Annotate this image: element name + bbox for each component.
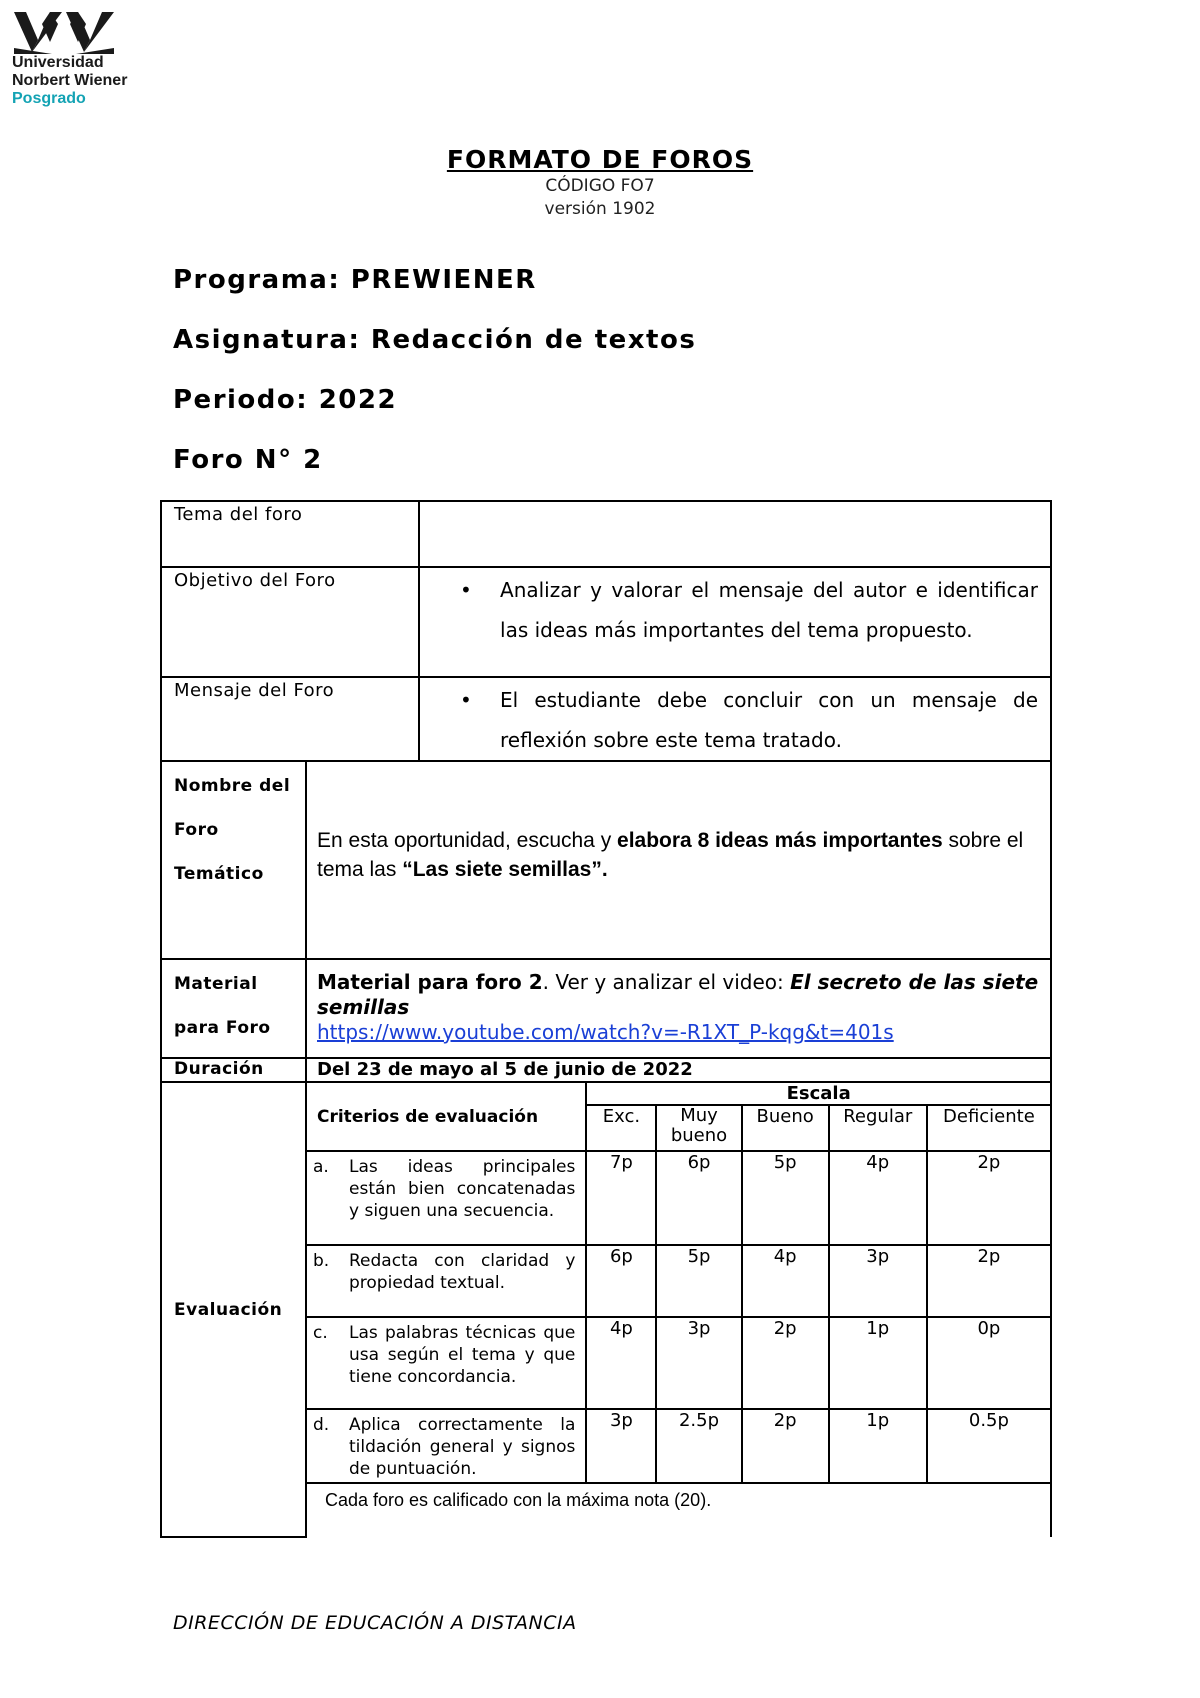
duracion-row	[161, 1058, 1051, 1082]
criterion-key: c.	[313, 1323, 328, 1343]
note-row	[307, 1483, 1050, 1537]
criterion-text-cell	[307, 1317, 586, 1409]
score-cell: 1p	[829, 1317, 927, 1409]
score-cell: 4p	[586, 1317, 656, 1409]
duracion-label: Duración	[161, 1058, 306, 1082]
mensaje-cell	[419, 677, 1051, 761]
scale-regular: Regular	[829, 1105, 927, 1151]
objetivo-text: Analizar y valorar el mensaje del autor e identificar las ideas más importantes del tema propuesto.	[500, 578, 1039, 642]
score-cell: 2p	[742, 1317, 829, 1409]
foro-number-line: Foro N° 2	[173, 445, 323, 475]
logo-name: Norbert Wiener	[12, 72, 128, 89]
criterion-text: Redacta con claridad y propiedad textual.	[349, 1251, 576, 1293]
bullet-icon: •	[460, 578, 472, 602]
material-cell	[306, 959, 1051, 1058]
rubric-table	[307, 1083, 1050, 1537]
objetivo-cell	[419, 567, 1051, 677]
escala-header: Escala	[586, 1083, 1050, 1105]
tematico-text-4: “Las siete semillas”.	[402, 858, 608, 881]
tema-value	[419, 501, 1051, 567]
tematico-text-2: elabora 8 ideas más importantes	[617, 829, 943, 852]
score-cell: 6p	[656, 1151, 741, 1245]
mensaje-text: El estudiante debe concluir con un mensaje de reflexión sobre este tema tratado.	[500, 688, 1039, 752]
score-cell: 2p	[927, 1245, 1050, 1317]
material-bold-text: Material para foro 2	[317, 970, 543, 994]
criterion-text: Las palabras técnicas que usa según el tema y que tiene concordancia.	[349, 1323, 576, 1387]
tematico-row	[161, 761, 1051, 959]
material-plain-text: . Ver y analizar el video:	[542, 970, 791, 994]
material-label-line2: para Foro	[174, 1018, 271, 1038]
forum-table	[160, 500, 1052, 1538]
criterios-header: Criterios de evaluación	[307, 1083, 586, 1151]
score-cell: 0.5p	[927, 1409, 1050, 1483]
score-cell: 5p	[742, 1151, 829, 1245]
score-cell: 0p	[927, 1317, 1050, 1409]
score-cell: 4p	[829, 1151, 927, 1245]
asignatura-line: Asignatura: Redacción de textos	[173, 325, 697, 355]
criterion-text-cell	[307, 1409, 586, 1483]
score-cell: 3p	[656, 1317, 741, 1409]
nombre-label-line3: Temático	[174, 864, 264, 884]
objetivo-label: Objetivo del Foro	[161, 567, 419, 677]
duracion-value: Del 23 de mayo al 5 de junio de 2022	[306, 1058, 1051, 1082]
evaluacion-row	[161, 1082, 1051, 1537]
tematico-text-1: En esta oportunidad, escucha y	[317, 829, 618, 852]
material-row	[161, 959, 1051, 1058]
criterion-text: Las ideas principales están bien concatenadas y siguen una secuencia.	[349, 1157, 576, 1221]
scale-deficiente: Deficiente	[927, 1105, 1050, 1151]
score-cell: 3p	[829, 1245, 927, 1317]
scale-exc: Exc.	[586, 1105, 656, 1151]
objetivo-row	[161, 567, 1051, 677]
criterion-row-c	[307, 1317, 1050, 1409]
university-logo	[12, 10, 152, 108]
nombre-foro-label	[161, 761, 306, 959]
mensaje-label: Mensaje del Foro	[161, 677, 419, 761]
score-cell: 2p	[742, 1409, 829, 1483]
logo-university: Universidad	[12, 54, 104, 71]
bullet-icon: •	[460, 688, 472, 712]
mensaje-row	[161, 677, 1051, 761]
criterion-key: d.	[313, 1415, 330, 1435]
score-cell: 1p	[829, 1409, 927, 1483]
nombre-label-line2: Foro	[174, 820, 219, 840]
criterion-text-cell	[307, 1151, 586, 1245]
score-cell: 7p	[586, 1151, 656, 1245]
criterion-key: b.	[313, 1251, 330, 1271]
material-label-line1: Material	[174, 974, 258, 994]
scale-bueno: Bueno	[742, 1105, 829, 1151]
score-cell: 2.5p	[656, 1409, 741, 1483]
evaluacion-cell	[306, 1082, 1051, 1537]
document-title: FORMATO DE FOROS	[446, 145, 754, 174]
grading-note: Cada foro es calificado con la máxima nota (20).	[307, 1483, 1050, 1537]
criterion-key: a.	[313, 1157, 329, 1177]
periodo-line: Periodo: 2022	[173, 385, 398, 415]
material-video-title: El secreto de las siete semillas	[317, 970, 1039, 1019]
document-code: CÓDIGO FO7	[545, 176, 655, 196]
criterion-row-d	[307, 1409, 1050, 1483]
criterion-text-cell	[307, 1245, 586, 1317]
document-version: versión 1902	[544, 199, 656, 219]
tema-label: Tema del foro	[161, 501, 419, 567]
criterion-row-b	[307, 1245, 1050, 1317]
logo-posgrado: Posgrado	[12, 90, 86, 107]
score-cell: 2p	[927, 1151, 1050, 1245]
tema-row	[161, 501, 1051, 567]
score-cell: 5p	[656, 1245, 741, 1317]
programa-line: Programa: PREWIENER	[173, 265, 537, 295]
footer-text: DIRECCIÓN DE EDUCACIÓN A DISTANCIA	[173, 1612, 577, 1634]
book-logo-icon	[12, 10, 116, 54]
document-header	[0, 145, 1200, 221]
material-label	[161, 959, 306, 1058]
video-link[interactable]: https://www.youtube.com/watch?v=-R1XT_P-kqg&t=401s	[317, 1020, 894, 1044]
scale-muy-bueno: Muy bueno	[656, 1105, 741, 1151]
tematico-text-3: sobre el tema las	[317, 829, 1024, 881]
criterion-text: Aplica correctamente la tildación general y signos de puntuación.	[349, 1415, 576, 1479]
criterion-row-a	[307, 1151, 1050, 1245]
score-cell: 4p	[742, 1245, 829, 1317]
nombre-label-line1: Nombre del	[174, 776, 291, 796]
score-cell: 6p	[586, 1245, 656, 1317]
score-cell: 3p	[586, 1409, 656, 1483]
evaluacion-label: Evaluación	[161, 1082, 306, 1537]
tematico-cell	[306, 761, 1051, 959]
